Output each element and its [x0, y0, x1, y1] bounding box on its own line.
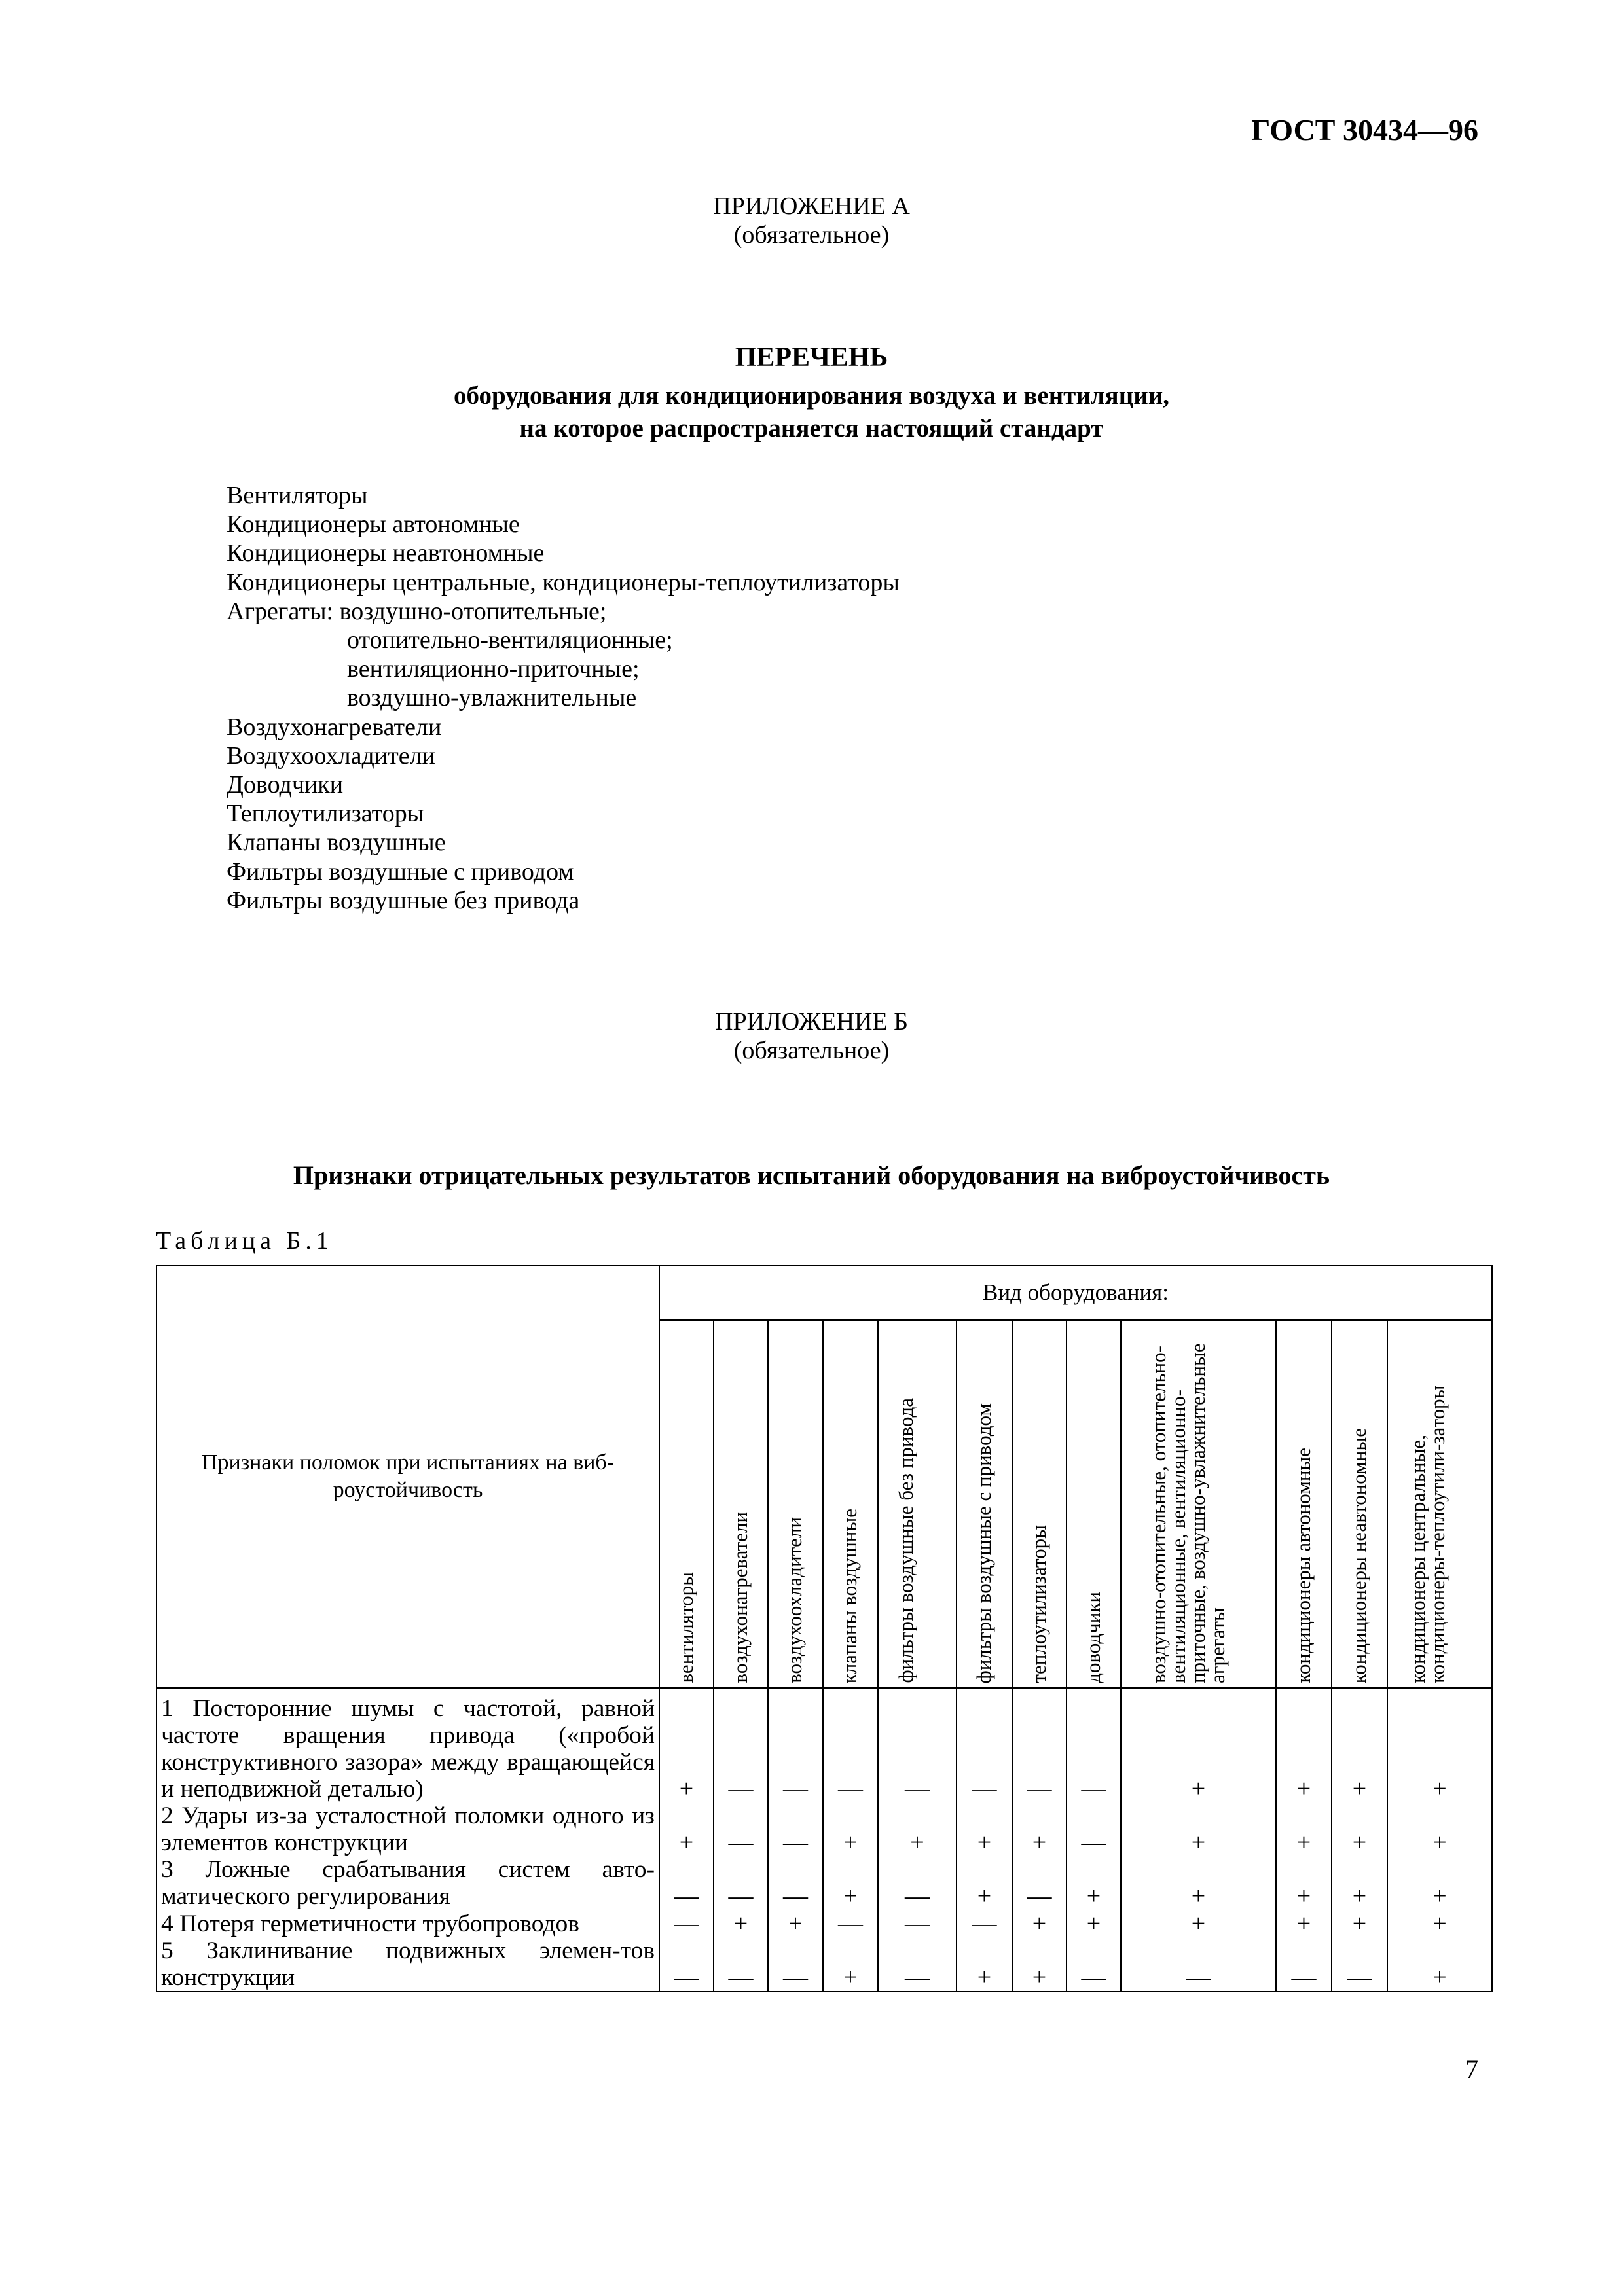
vibration-table [156, 1265, 1493, 1992]
table-row [156, 1688, 1492, 1803]
table-cell: — [1067, 1937, 1121, 1992]
table-cell: — [823, 1688, 878, 1803]
table-cell: + [1332, 1803, 1387, 1856]
table-cell: + [1276, 1688, 1332, 1803]
column-header: кондиционеры неавтономные [1332, 1320, 1387, 1688]
table-heading: Признаки отрицательных результатов испытаний оборудования на виброустойчивость [293, 1160, 1330, 1190]
table-cell: — [1012, 1856, 1067, 1910]
table-cell: + [878, 1803, 957, 1856]
table-row [156, 1937, 1492, 1992]
column-header: воздушно-отопительные, отопительно-вентиляционные, вентиляционно-приточные, воздушно-увлажнительные агрегаты [1121, 1320, 1276, 1688]
table-cell: + [823, 1803, 878, 1856]
table-cell: + [1387, 1910, 1492, 1937]
list-item: Доводчики [227, 771, 344, 799]
table-cell: + [1387, 1937, 1492, 1992]
page-number: 7 [1465, 2054, 1478, 2084]
table-cell: + [768, 1910, 823, 1937]
table-cell: — [878, 1910, 957, 1937]
table-cell: — [878, 1856, 957, 1910]
table-cell: — [1121, 1937, 1276, 1992]
table-cell: + [1012, 1910, 1067, 1937]
table-cell: — [714, 1856, 768, 1910]
table-cell: — [1332, 1937, 1387, 1992]
column-header: доводчики [1067, 1320, 1121, 1688]
table-cell: — [878, 1688, 957, 1803]
table-cell: — [1276, 1937, 1332, 1992]
list-subtitle-line-2: на которое распространяется настоящий стандарт [519, 414, 1104, 442]
table-cell: — [768, 1856, 823, 1910]
table-cell: — [659, 1910, 714, 1937]
list-item: Кондиционеры автономные [227, 511, 520, 539]
table-cell: — [878, 1937, 957, 1992]
appendix-a-subtitle: (обязательное) [733, 221, 890, 249]
table-cell: + [1121, 1803, 1276, 1856]
list-item: воздушно-увлажнительные [347, 684, 637, 712]
column-header: кондиционеры центральные, кондиционеры-теплоутили-заторы [1387, 1320, 1492, 1688]
row-sign: 4 Потеря герметичности трубопроводов [156, 1910, 659, 1937]
list-subtitle [0, 380, 1623, 445]
list-item: Кондиционеры неавтономные [227, 539, 545, 567]
list-item: Воздухонагреватели [227, 713, 442, 741]
row-sign: 3 Ложные срабатывания систем авто-матического регулирования [156, 1856, 659, 1910]
column-header: вентиляторы [659, 1320, 714, 1688]
table-cell: — [1067, 1688, 1121, 1803]
table-cell: + [1332, 1688, 1387, 1803]
list-item: Вентиляторы [227, 482, 368, 509]
table-cell: — [714, 1937, 768, 1992]
table-cell: + [659, 1803, 714, 1856]
row-sign: 2 Удары из-за усталостной поломки одного из элементов конструкции [156, 1803, 659, 1856]
column-header: воздухоохладители [768, 1320, 823, 1688]
table-cell: + [823, 1856, 878, 1910]
table-cell: — [1012, 1688, 1067, 1803]
table-cell: + [1332, 1910, 1387, 1937]
table-cell: + [957, 1937, 1012, 1992]
table-cell: + [1067, 1910, 1121, 1937]
table-cell: + [1121, 1688, 1276, 1803]
table-cell: — [823, 1910, 878, 1937]
appendix-b-title: ПРИЛОЖЕНИЕ Б [715, 1008, 908, 1035]
list-item: вентиляционно-приточные; [347, 655, 640, 683]
table-row [156, 1856, 1492, 1910]
column-header: фильтры воздушные с приводом [957, 1320, 1012, 1688]
row-sign: 1 Посторонние шумы с частотой, равной частоте вращения привода («пробой конструктивного зазора» между вращающейся и неподвижной деталью) [156, 1688, 659, 1803]
list-item: Клапаны воздушные [227, 829, 446, 857]
column-header: клапаны воздушные [823, 1320, 878, 1688]
table-cell: + [1387, 1803, 1492, 1856]
list-item: Теплоутилизаторы [227, 800, 424, 828]
table-cell: — [957, 1688, 1012, 1803]
table-cell: + [659, 1688, 714, 1803]
list-item: Воздухоохладители [227, 742, 435, 770]
list-item: Агрегаты: воздушно-отопительные; [227, 597, 607, 625]
table-cell: + [1276, 1910, 1332, 1937]
list-title: ПЕРЕЧЕНЬ [735, 342, 888, 372]
table-cell: — [659, 1856, 714, 1910]
table-cell: — [714, 1688, 768, 1803]
row-sign: 5 Заклинивание подвижных элемен-тов конструкции [156, 1937, 659, 1992]
table-cell: — [957, 1910, 1012, 1937]
table-cell: — [768, 1688, 823, 1803]
table-cell: + [1276, 1856, 1332, 1910]
column-header: кондиционеры автономные [1276, 1320, 1332, 1688]
table-cell: + [1012, 1803, 1067, 1856]
list-item: отопительно-вентиляционные; [347, 626, 673, 655]
table-cell: + [1121, 1856, 1276, 1910]
list-item: Фильтры воздушные с приводом [227, 857, 574, 886]
table-cell: + [1276, 1803, 1332, 1856]
column-header: воздухонагреватели [714, 1320, 768, 1688]
column-header: фильтры воздушные без привода [878, 1320, 957, 1688]
table-cell: + [1121, 1910, 1276, 1937]
document-header: ГОСТ 30434—96 [1251, 113, 1478, 147]
table-row [156, 1910, 1492, 1937]
table-cell: + [1332, 1856, 1387, 1910]
table-cell: — [714, 1803, 768, 1856]
table-cell: + [714, 1910, 768, 1937]
list-item: Кондиционеры центральные, кондиционеры-теплоутилизаторы [227, 568, 900, 596]
list-item: Фильтры воздушные без привода [227, 886, 580, 914]
appendix-a-title: ПРИЛОЖЕНИЕ А [713, 192, 910, 220]
table-cell: + [1067, 1856, 1121, 1910]
table-cell: — [659, 1937, 714, 1992]
table-cell: + [1012, 1937, 1067, 1992]
table-cell: — [768, 1803, 823, 1856]
table-cell: + [823, 1937, 878, 1992]
list-subtitle-line-1: оборудования для кондиционирования воздуха и вентиляции, [454, 382, 1169, 410]
table-cell: + [1387, 1856, 1492, 1910]
table-cell: — [768, 1937, 823, 1992]
table-label: Таблица Б.1 [156, 1227, 333, 1255]
table-cell: + [957, 1803, 1012, 1856]
column-header: теплоутилизаторы [1012, 1320, 1067, 1688]
table-row [156, 1803, 1492, 1856]
equipment-group-header: Вид оборудования: [659, 1265, 1492, 1320]
table-cell: — [1067, 1803, 1121, 1856]
sign-column-header: Признаки поломок при испытаниях на виб-роустойчивость [156, 1265, 659, 1688]
appendix-b-subtitle: (обязательное) [733, 1037, 890, 1064]
equipment-list [227, 481, 900, 915]
table-cell: + [1387, 1688, 1492, 1803]
table-cell: + [957, 1856, 1012, 1910]
